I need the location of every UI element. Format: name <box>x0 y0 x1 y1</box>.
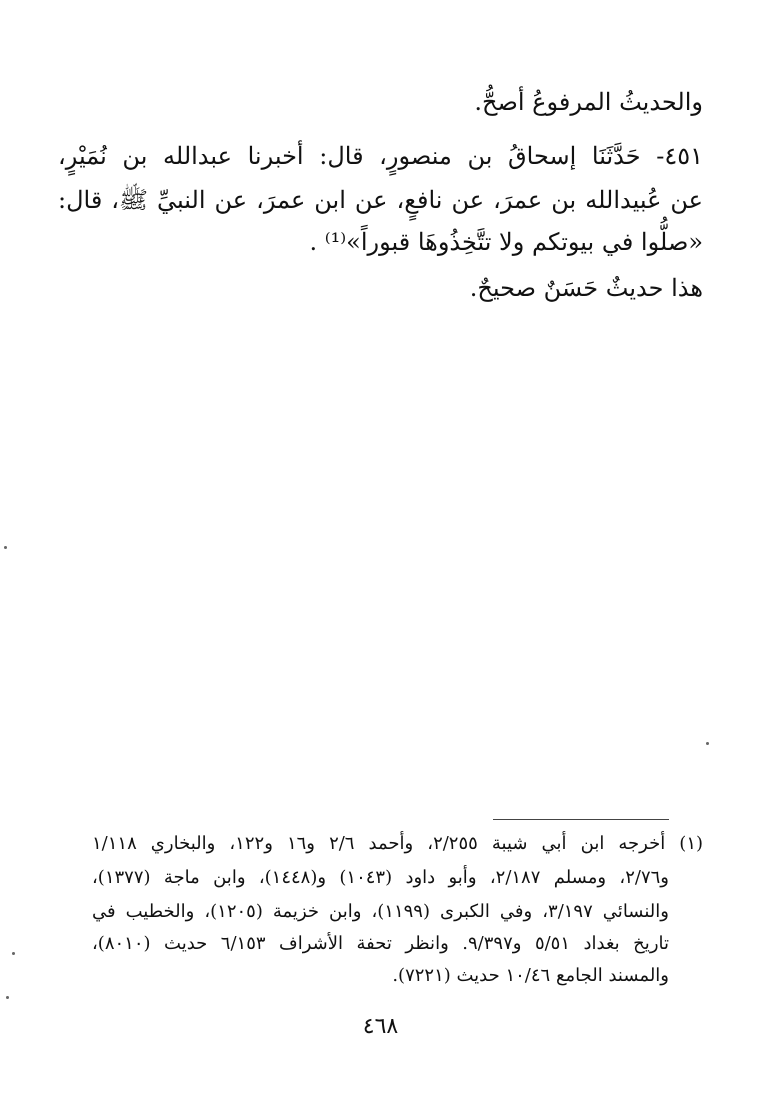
page-number: ٤٦٨ <box>362 1014 399 1039</box>
text-line-1: والحديثُ المرفوعُ أصحُّ. <box>474 88 703 116</box>
footnote-line-1: (١) أخرجه ابن أبي شيبة ٢/٢٥٥، وأحمد ٢/٦ و١٦ و١٢٢، والبخاري ١/١١٨ <box>92 833 704 854</box>
hadith-451-line-1: ٤٥١- حَدَّثَنَا إسحاقُ بن منصورٍ، قال: أخبرنا عبدالله بن نُمَيْرٍ، <box>58 142 703 170</box>
scan-speck <box>12 952 15 955</box>
footnote-separator <box>493 819 669 820</box>
hadith-451-line-2: عن عُبيدالله بن عمرَ، عن نافعٍ، عن ابن عمرَ، عن النبيِّ ﷺ، قال: <box>58 186 703 214</box>
footnote-line-2: و٢/٧٦، ومسلم ٢/١٨٧، وأبو داود (١٠٤٣) و(١٤٤٨)، وابن ماجة (١٣٧٧)، <box>92 867 669 888</box>
grading-line: هذا حديثٌ حَسَنٌ صحيحٌ. <box>469 274 703 302</box>
scan-speck <box>6 996 9 999</box>
footnote-line-4: تاريخ بغداد ٥/٥١ و٩/٣٩٧. وانظر تحفة الأشراف ٦/١٥٣ حديث (٨٠١٠)، <box>92 933 670 954</box>
hadith-451-line-3: «صلُّوا في بيوتكم ولا تتَّخِذُوهَا قبوراً»⁽¹⁾ . <box>309 228 703 256</box>
scan-speck <box>706 742 709 745</box>
footnote-line-5: والمسند الجامع ١٠/٤٦ حديث (٧٢٢١). <box>392 965 669 986</box>
scan-speck <box>4 546 7 549</box>
footnote-line-3: والنسائي ٣/١٩٧، وفي الكبرى (١١٩٩)، وابن خزيمة (١٢٠٥)، والخطيب في <box>92 901 669 922</box>
